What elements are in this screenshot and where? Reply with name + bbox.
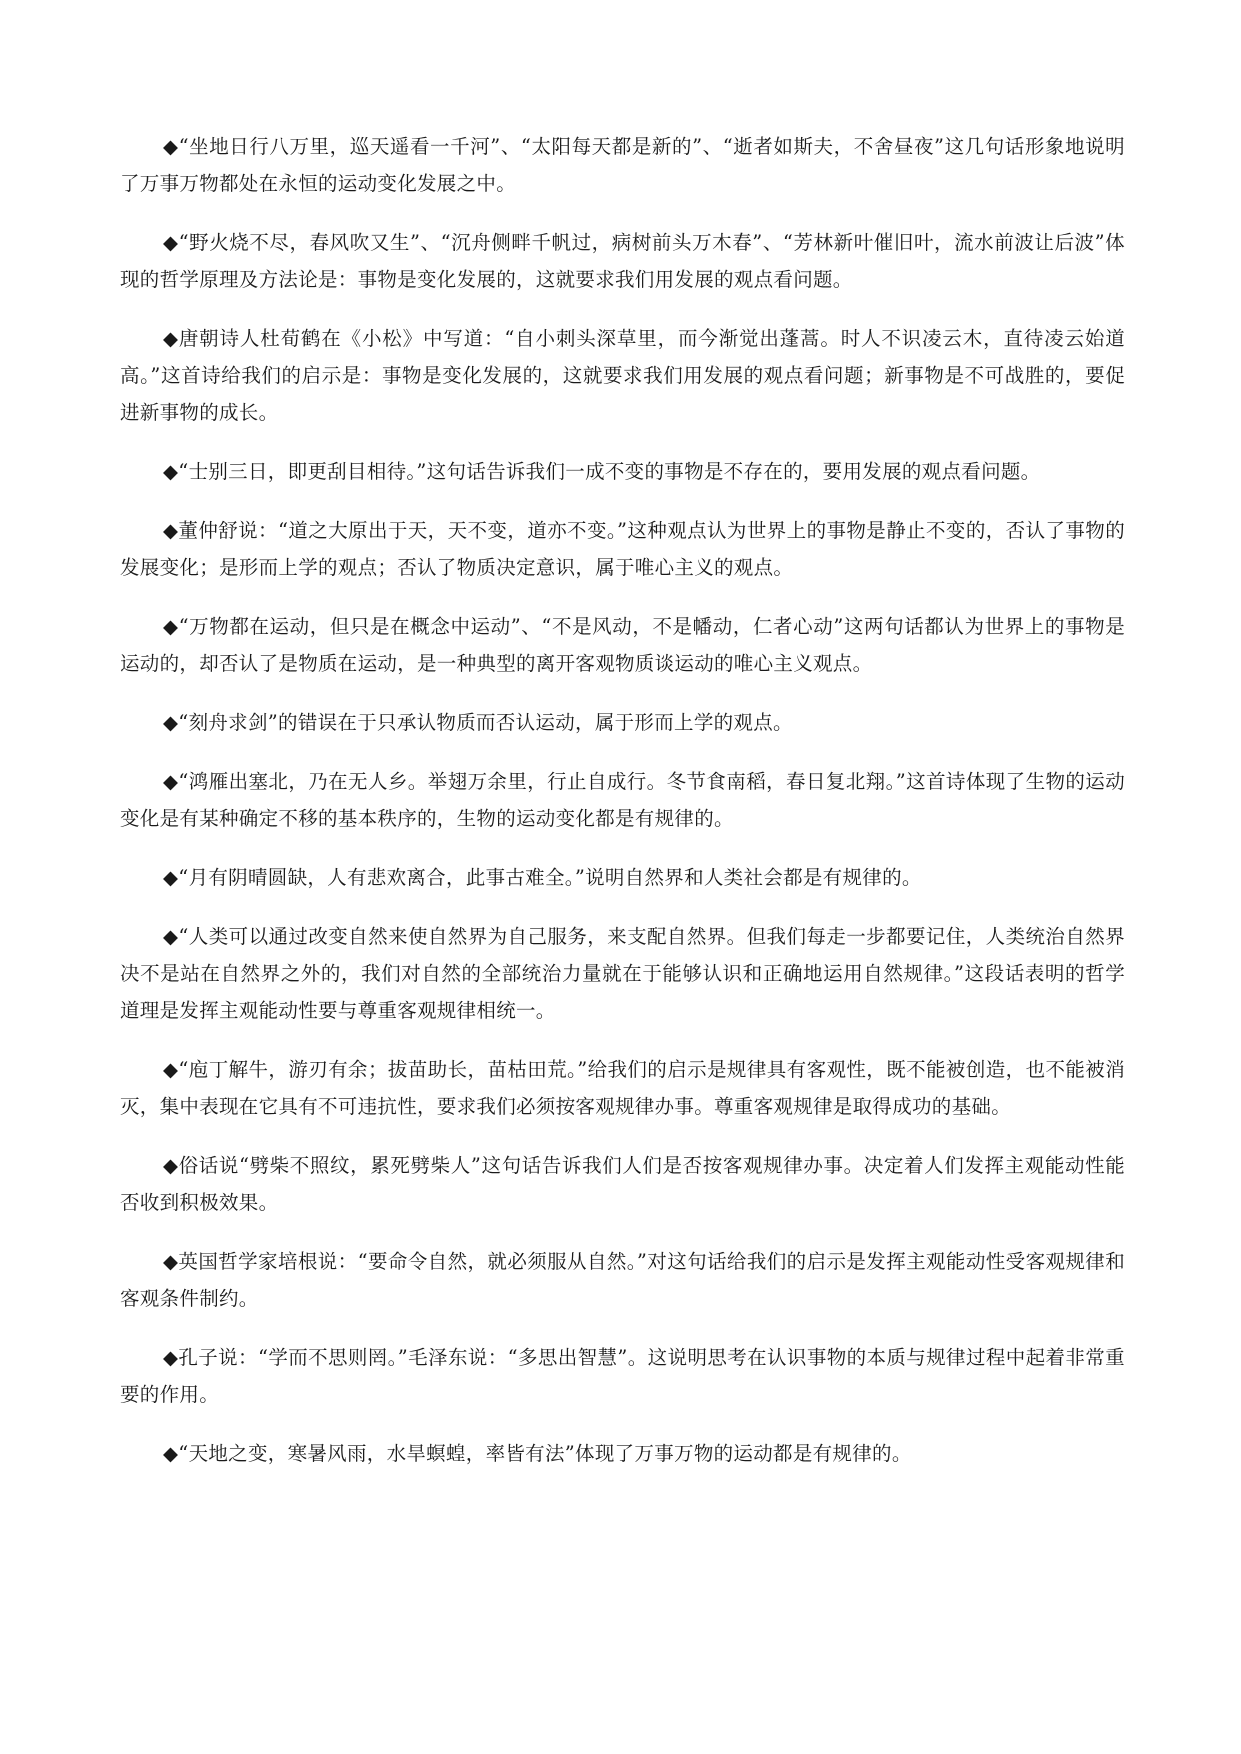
paragraph: ◆“野火烧不尽，春风吹又生”、“沉舟侧畔千帆过，病树前头万木春”、“芳林新叶催旧叶，流水前波让后波”体现的哲学原理及方法论是：事物是变化发展的，这就要求我们用发展的观点看问题。 [120, 231, 1125, 291]
paragraph: ◆“坐地日行八万里，巡天遥看一千河”、“太阳每天都是新的”、“逝者如斯夫，不舍昼夜”这几句话形象地说明了万事万物都处在永恒的运动变化发展之中。 [120, 135, 1125, 195]
paragraph: ◆“鸿雁出塞北，乃在无人乡。举翅万余里，行止自成行。冬节食南稻，春日复北翔。”这首诗体现了生物的运动变化是有某种确定不移的基本秩序的，生物的运动变化都是有规律的。 [120, 770, 1125, 830]
document-body [120, 128, 1125, 1494]
paragraph: ◆“月有阴晴圆缺，人有悲欢离合，此事古难全。”说明自然界和人类社会都是有规律的。 [163, 866, 922, 889]
paragraph: ◆“士别三日，即更刮目相待。”这句话告诉我们一成不变的事物是不存在的，要用发展的观点看问题。 [163, 460, 1041, 483]
paragraph: ◆英国哲学家培根说：“要命令自然，就必须服从自然。”对这句话给我们的启示是发挥主观能动性受客观规律和客观条件制约。 [120, 1250, 1125, 1310]
paragraph: ◆“庖丁解牛，游刃有余；拔苗助长，苗枯田荒。”给我们的启示是规律具有客观性，既不能被创造，也不能被消灭，集中表现在它具有不可违抗性，要求我们必须按客观规律办事。尊重客观规律是取得成功的基础。 [120, 1058, 1125, 1118]
paragraph: ◆董仲舒说：“道之大原出于天，天不变，道亦不变。”这种观点认为世界上的事物是静止不变的，否认了事物的发展变化；是形而上学的观点；否认了物质决定意识，属于唯心主义的观点。 [120, 519, 1125, 579]
paragraph: ◆孔子说：“学而不思则罔。”毛泽东说：“多思出智慧”。这说明思考在认识事物的本质与规律过程中起着非常重要的作用。 [120, 1346, 1125, 1406]
paragraph: ◆俗话说“劈柴不照纹，累死劈柴人”这句话告诉我们人们是否按客观规律办事。决定着人们发挥主观能动性能否收到积极效果。 [120, 1154, 1125, 1214]
paragraph: ◆“万物都在运动，但只是在概念中运动”、“不是风动，不是幡动，仁者心动”这两句话都认为世界上的事物是运动的，却否认了是物质在运动，是一种典型的离开客观物质谈运动的唯心主义观点。 [120, 615, 1125, 675]
paragraph: ◆“刻舟求剑”的错误在于只承认物质而否认运动，属于形而上学的观点。 [163, 711, 793, 734]
paragraph: ◆唐朝诗人杜荀鹤在《小松》中写道：“自小刺头深草里，而今渐觉出蓬蒿。时人不识凌云木，直待凌云始道高。”这首诗给我们的启示是：事物是变化发展的，这就要求我们用发展的观点看问题；新事物是不可战胜的，要促进新事物的成长。 [120, 327, 1125, 424]
paragraph: ◆“天地之变，寒暑风雨，水旱螟蝗，率皆有法”体现了万事万物的运动都是有规律的。 [163, 1442, 912, 1465]
paragraph: ◆“人类可以通过改变自然来使自然界为自己服务，来支配自然界。但我们每走一步都要记住，人类统治自然界决不是站在自然界之外的，我们对自然的全部统治力量就在于能够认识和正确地运用自然规律。”这段话表明的哲学道理是发挥主观能动性要与尊重客观规律相统一。 [120, 925, 1125, 1022]
